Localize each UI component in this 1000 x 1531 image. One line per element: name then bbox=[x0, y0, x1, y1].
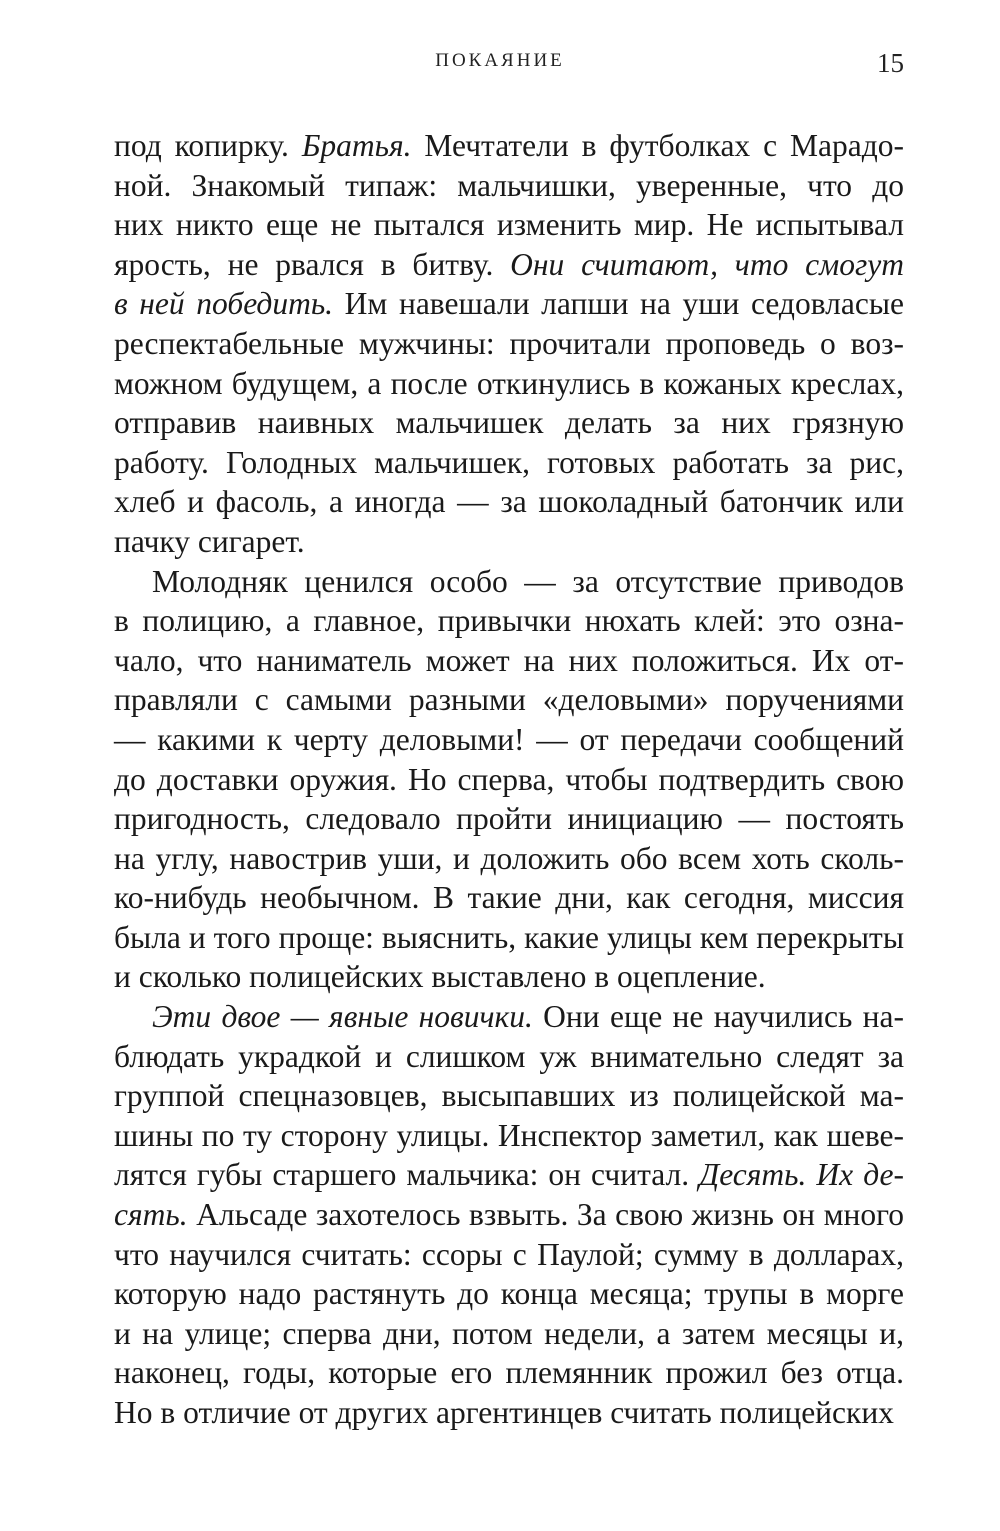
text-line bbox=[114, 126, 904, 166]
text-line bbox=[114, 443, 904, 483]
text-run: и сколько полицейских выставлено в оцепление. bbox=[114, 959, 766, 995]
text-line bbox=[114, 641, 904, 681]
text-line bbox=[114, 601, 904, 641]
text-line bbox=[114, 1037, 904, 1077]
text-line bbox=[114, 680, 904, 720]
text-run: них никто еще не пытался изменить мир. Не испытывал bbox=[114, 207, 904, 243]
text-line bbox=[114, 1116, 904, 1156]
text-line bbox=[114, 878, 904, 918]
italic-run: Эти двое — явные новички. bbox=[152, 999, 533, 1035]
text-line bbox=[114, 799, 904, 839]
text-line bbox=[114, 997, 904, 1037]
paragraph bbox=[114, 997, 904, 1433]
text-line bbox=[114, 166, 904, 206]
text-run: была и того проще: выяснить, какие улицы кем перекрыты bbox=[114, 919, 904, 955]
text-run: лятся губы старшего мальчика: он считал. bbox=[114, 1157, 700, 1193]
text-run: и на улице; сперва дни, потом недели, а затем месяцы и, bbox=[114, 1315, 904, 1351]
italic-run: Они считают, что смогут bbox=[510, 246, 904, 282]
text-line bbox=[114, 1353, 904, 1393]
text-run: Им навешали лапши на уши седовласые bbox=[333, 286, 904, 322]
text-run: ной. Знакомый типаж: мальчишки, уверенные, что до bbox=[114, 167, 904, 203]
text-run: Они еще не научились на- bbox=[532, 999, 904, 1035]
italic-run: в ней победить. bbox=[114, 286, 334, 322]
text-run: на углу, навострив уши, и доложить обо всем хоть сколь- bbox=[114, 840, 904, 876]
text-run: блюдать украдкой и слишком уж внимательно следят за bbox=[114, 1038, 904, 1074]
text-run: правляли с самыми разными «деловыми» поручениями bbox=[114, 682, 904, 718]
text-run: чало, что наниматель может на них положиться. Их от- bbox=[114, 642, 904, 678]
italic-run: Десять. Их де- bbox=[699, 1157, 904, 1193]
text-run: можном будущем, а после откинулись в кожаных креслах, bbox=[114, 365, 904, 401]
text-line bbox=[114, 403, 904, 443]
text-run: которую надо растянуть до конца месяца; трупы в морге bbox=[114, 1276, 904, 1312]
paragraph bbox=[114, 562, 904, 998]
page-number: 15 bbox=[877, 48, 904, 78]
text-run: пригодность, следовало пройти инициацию — постоять bbox=[114, 801, 904, 837]
text-line bbox=[114, 918, 904, 958]
italic-run: Братья. bbox=[301, 128, 412, 163]
text-run: ко-нибудь необычном. В такие дни, как сегодня, миссия bbox=[114, 880, 904, 916]
text-run: Но в отличие от других аргентинцев считать полицейских bbox=[114, 1395, 894, 1430]
text-line bbox=[114, 522, 904, 562]
text-line bbox=[114, 1076, 904, 1116]
text-line bbox=[114, 245, 904, 285]
text-line bbox=[114, 324, 904, 364]
text-line bbox=[114, 720, 904, 760]
text-run: ярость, не рвался в битву. bbox=[114, 246, 511, 282]
text-run: Молодняк ценился особо — за отсутствие приводов bbox=[152, 563, 904, 599]
text-line bbox=[114, 1235, 904, 1275]
text-line bbox=[114, 364, 904, 404]
text-run: хлеб и фасоль, а иногда — за шоколадный батончик или bbox=[114, 484, 904, 520]
text-line bbox=[114, 839, 904, 879]
text-line bbox=[114, 1393, 904, 1433]
text-run: наконец, годы, которые его племянник прожил без отца. bbox=[114, 1355, 904, 1391]
text-line bbox=[114, 1274, 904, 1314]
text-run: в полицию, а главное, привычки нюхать клей: это озна- bbox=[114, 603, 904, 639]
text-line bbox=[114, 482, 904, 522]
text-line bbox=[114, 284, 904, 324]
text-run: — какими к черту деловыми! — от передачи сообщений bbox=[114, 721, 904, 757]
text-run: Альсаде захотелось взвыть. За свою жизнь он много bbox=[187, 1197, 904, 1233]
text-line bbox=[114, 760, 904, 800]
text-run: группой спецназовцев, высыпавших из полицейской ма- bbox=[114, 1078, 904, 1114]
body-text bbox=[114, 126, 904, 1433]
text-line bbox=[114, 1314, 904, 1354]
text-run: Мечтатели в футболках с Марадо- bbox=[411, 128, 904, 163]
text-line bbox=[114, 205, 904, 245]
text-run: под копирку. bbox=[114, 128, 302, 163]
text-run: шины по ту сторону улицы. Инспектор заметил, как шеве- bbox=[114, 1117, 904, 1153]
running-title: ПОКАЯНИЕ bbox=[435, 50, 565, 71]
running-header bbox=[0, 48, 1000, 78]
text-line bbox=[114, 1155, 904, 1195]
text-run: до доставки оружия. Но сперва, чтобы подтвердить свою bbox=[114, 761, 904, 797]
text-run: респектабельные мужчины: прочитали проповедь о воз- bbox=[114, 325, 904, 361]
text-line bbox=[114, 957, 904, 997]
text-line bbox=[114, 562, 904, 602]
text-line bbox=[114, 1195, 904, 1235]
text-run: пачку сигарет. bbox=[114, 523, 305, 559]
text-run: работу. Голодных мальчишек, готовых работать за рис, bbox=[114, 444, 904, 480]
text-run: что научился считать: ссоры с Паулой; сумму в долларах, bbox=[114, 1236, 904, 1272]
text-run: отправив наивных мальчишек делать за них грязную bbox=[114, 405, 904, 441]
paragraph bbox=[114, 126, 904, 562]
italic-run: сять. bbox=[114, 1197, 188, 1233]
